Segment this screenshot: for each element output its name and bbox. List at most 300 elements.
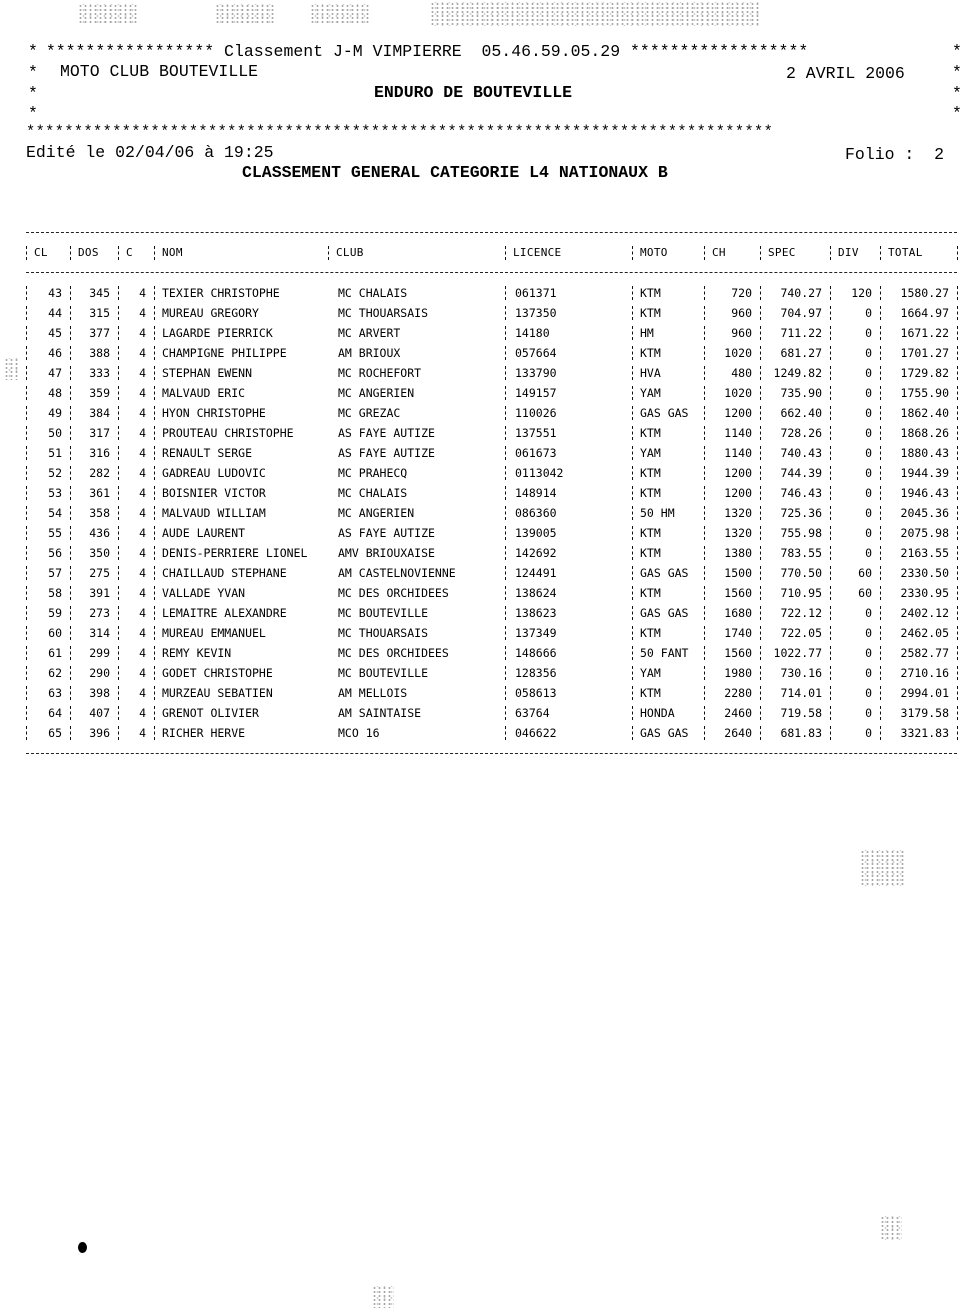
column-separator: [505, 466, 506, 480]
cell-ch: 1200: [724, 486, 752, 500]
border-star-right: *: [952, 84, 962, 103]
column-separator: [632, 506, 633, 520]
column-separator: [880, 246, 881, 260]
cell-cl: 65: [48, 726, 62, 740]
column-separator: [505, 306, 506, 320]
cell-dos: 315: [89, 306, 110, 320]
column-separator: [154, 686, 155, 700]
event-date: 2 AVRIL 2006: [786, 64, 905, 83]
cell-dos: 388: [89, 346, 110, 360]
column-header-dos: DOS: [78, 246, 99, 259]
cell-total: 2045.36: [900, 506, 949, 520]
column-separator: [632, 486, 633, 500]
column-separator: [505, 526, 506, 540]
column-separator: [154, 306, 155, 320]
column-separator: [760, 246, 761, 260]
cell-club: MC GREZAC: [338, 406, 401, 420]
cell-ch: 1140: [724, 446, 752, 460]
column-separator: [957, 386, 958, 400]
cell-club: AM SAINTAISE: [338, 706, 422, 720]
column-separator: [505, 706, 506, 720]
column-separator: [26, 246, 27, 260]
scan-noise: [215, 4, 275, 24]
column-separator: [154, 446, 155, 460]
cell-ch: 1020: [724, 346, 752, 360]
cell-cl: 46: [48, 346, 62, 360]
cell-spec: 740.27: [780, 286, 822, 300]
column-separator: [632, 586, 633, 600]
border-star-right: *: [952, 63, 962, 82]
cell-div: 0: [865, 306, 872, 320]
cell-moto: GAS GAS: [640, 406, 689, 420]
table-row: [26, 403, 957, 423]
cell-dos: 384: [89, 406, 110, 420]
ink-blot: [78, 1242, 87, 1253]
column-separator: [957, 466, 958, 480]
cell-nom: MUREAU GREGORY: [162, 306, 259, 320]
cell-moto: HM: [640, 326, 654, 340]
column-separator: [154, 546, 155, 560]
cell-club: MC DES ORCHIDEES: [338, 646, 449, 660]
column-separator: [505, 686, 506, 700]
column-separator: [505, 666, 506, 680]
table-header-row: [26, 243, 957, 263]
cell-spec: 730.16: [780, 666, 822, 680]
cell-club: AS FAYE AUTIZE: [338, 446, 435, 460]
cell-ch: 960: [731, 326, 752, 340]
cell-nom: MURZEAU SEBATIEN: [162, 686, 273, 700]
border-star-left: *: [28, 84, 38, 103]
cell-nom: VALLADE YVAN: [162, 586, 246, 600]
cell-cl: 48: [48, 386, 62, 400]
column-separator: [505, 606, 506, 620]
column-separator: [632, 446, 633, 460]
cell-moto: HVA: [640, 366, 661, 380]
cell-nom: RICHER HERVE: [162, 726, 246, 740]
cell-moto: KTM: [640, 686, 661, 700]
cell-ch: 1980: [724, 666, 752, 680]
column-separator: [505, 546, 506, 560]
cell-div: 0: [865, 406, 872, 420]
cell-c: 4: [139, 326, 146, 340]
column-separator: [505, 366, 506, 380]
column-separator: [505, 286, 506, 300]
column-separator: [957, 666, 958, 680]
cell-licence: 061371: [515, 286, 557, 300]
column-separator: [957, 246, 958, 260]
cell-div: 0: [865, 466, 872, 480]
cell-spec: 704.97: [780, 306, 822, 320]
cell-total: 1664.97: [900, 306, 949, 320]
column-separator: [632, 406, 633, 420]
cell-total: 1671.22: [900, 326, 949, 340]
column-separator: [154, 566, 155, 580]
column-separator: [505, 446, 506, 460]
cell-dos: 316: [89, 446, 110, 460]
table-row: [26, 463, 957, 483]
cell-licence: 137349: [515, 626, 557, 640]
cell-spec: 719.58: [780, 706, 822, 720]
cell-licence: 061673: [515, 446, 557, 460]
cell-total: 2163.55: [900, 546, 949, 560]
cell-div: 0: [865, 726, 872, 740]
cell-spec: 728.26: [780, 426, 822, 440]
cell-club: AM BRIOUX: [338, 346, 401, 360]
cell-dos: 273: [89, 606, 110, 620]
cell-cl: 49: [48, 406, 62, 420]
cell-dos: 361: [89, 486, 110, 500]
column-separator: [632, 366, 633, 380]
column-separator: [505, 626, 506, 640]
column-separator: [632, 326, 633, 340]
column-separator: [154, 606, 155, 620]
column-separator: [632, 706, 633, 720]
column-separator: [154, 386, 155, 400]
column-separator: [328, 246, 329, 260]
border-star-right: *: [952, 42, 962, 61]
column-header-nom: NOM: [162, 246, 183, 259]
cell-spec: 722.05: [780, 626, 822, 640]
cell-moto: HONDA: [640, 706, 675, 720]
table-row: [26, 503, 957, 523]
cell-dos: 398: [89, 686, 110, 700]
cell-cl: 51: [48, 446, 62, 460]
cell-club: AMV BRIOUXAISE: [338, 546, 435, 560]
cell-ch: 960: [731, 306, 752, 320]
cell-moto: GAS GAS: [640, 726, 689, 740]
column-separator: [957, 706, 958, 720]
cell-cl: 64: [48, 706, 62, 720]
column-header-div: DIV: [838, 246, 859, 259]
cell-club: MC ARVERT: [338, 326, 401, 340]
cell-c: 4: [139, 446, 146, 460]
cell-ch: 720: [731, 286, 752, 300]
cell-cl: 47: [48, 366, 62, 380]
column-separator: [154, 246, 155, 260]
cell-moto: GAS GAS: [640, 566, 689, 580]
cell-licence: 057664: [515, 346, 557, 360]
cell-total: 2462.05: [900, 626, 949, 640]
cell-c: 4: [139, 406, 146, 420]
star-rule: ******************************************************************************: [26, 123, 774, 141]
cell-c: 4: [139, 466, 146, 480]
column-header-moto: MOTO: [640, 246, 668, 259]
cell-dos: 314: [89, 626, 110, 640]
cell-cl: 45: [48, 326, 62, 340]
column-separator: [154, 466, 155, 480]
column-separator: [632, 686, 633, 700]
column-separator: [957, 726, 958, 740]
cell-cl: 50: [48, 426, 62, 440]
cell-c: 4: [139, 666, 146, 680]
column-separator: [154, 726, 155, 740]
cell-cl: 61: [48, 646, 62, 660]
column-separator: [154, 586, 155, 600]
column-separator: [632, 386, 633, 400]
scan-noise: [372, 1286, 394, 1308]
cell-moto: KTM: [640, 626, 661, 640]
cell-ch: 1020: [724, 386, 752, 400]
cell-club: MC CHALAIS: [338, 286, 408, 300]
cell-div: 0: [865, 446, 872, 460]
cell-nom: LEMAITRE ALEXANDRE: [162, 606, 287, 620]
cell-dos: 436: [89, 526, 110, 540]
cell-c: 4: [139, 486, 146, 500]
column-header-licence: LICENCE: [513, 246, 562, 259]
table-row: [26, 703, 957, 723]
scan-noise: [880, 1216, 902, 1240]
cell-moto: KTM: [640, 546, 661, 560]
cell-spec: 662.40: [780, 406, 822, 420]
cell-c: 4: [139, 586, 146, 600]
cell-ch: 480: [731, 366, 752, 380]
column-separator: [154, 486, 155, 500]
cell-c: 4: [139, 426, 146, 440]
cell-spec: 725.36: [780, 506, 822, 520]
cell-total: 2994.01: [900, 686, 949, 700]
cell-nom: CHAILLAUD STEPHANE: [162, 566, 287, 580]
table-row: [26, 483, 957, 503]
cell-cl: 57: [48, 566, 62, 580]
cell-licence: 142692: [515, 546, 557, 560]
cell-club: AM CASTELNOVIENNE: [338, 566, 456, 580]
cell-spec: 770.50: [780, 566, 822, 580]
cell-dos: 290: [89, 666, 110, 680]
column-separator: [118, 246, 119, 260]
column-separator: [957, 606, 958, 620]
column-separator: [632, 666, 633, 680]
cell-div: 0: [865, 686, 872, 700]
column-separator: [505, 346, 506, 360]
cell-total: 2402.12: [900, 606, 949, 620]
cell-spec: 722.12: [780, 606, 822, 620]
cell-nom: MALVAUD ERIC: [162, 386, 246, 400]
cell-cl: 58: [48, 586, 62, 600]
table-row: [26, 283, 957, 303]
column-separator: [957, 626, 958, 640]
table-row: [26, 323, 957, 343]
cell-div: 0: [865, 426, 872, 440]
column-separator: [154, 706, 155, 720]
cell-nom: REMY KEVIN: [162, 646, 232, 660]
column-header-c: C: [126, 246, 133, 259]
cell-moto: KTM: [640, 306, 661, 320]
border-star-left: *: [28, 42, 38, 61]
cell-nom: TEXIER CHRISTOPHE: [162, 286, 280, 300]
cell-licence: 138623: [515, 606, 557, 620]
column-separator: [957, 506, 958, 520]
cell-div: 0: [865, 506, 872, 520]
column-separator: [957, 586, 958, 600]
column-separator: [505, 726, 506, 740]
column-separator: [505, 586, 506, 600]
table-row: [26, 443, 957, 463]
cell-licence: 046622: [515, 726, 557, 740]
cell-total: 2330.50: [900, 566, 949, 580]
cell-licence: 148914: [515, 486, 557, 500]
cell-moto: KTM: [640, 466, 661, 480]
cell-total: 1862.40: [900, 406, 949, 420]
column-separator: [632, 346, 633, 360]
cell-club: MC BOUTEVILLE: [338, 666, 429, 680]
column-separator: [154, 366, 155, 380]
table-row: [26, 383, 957, 403]
event-title: ENDURO DE BOUTEVILLE: [374, 83, 573, 102]
table-row: [26, 583, 957, 603]
cell-licence: 137551: [515, 426, 557, 440]
banner-stars-left: *****************: [45, 42, 215, 61]
cell-club: MC ANGERIEN: [338, 506, 415, 520]
cell-licence: 14180: [515, 326, 550, 340]
cell-dos: 358: [89, 506, 110, 520]
cell-club: MC ROCHEFORT: [338, 366, 422, 380]
cell-licence: 148666: [515, 646, 557, 660]
cell-spec: 783.55: [780, 546, 822, 560]
column-separator: [154, 626, 155, 640]
column-separator: [957, 346, 958, 360]
table-row: [26, 343, 957, 363]
cell-c: 4: [139, 386, 146, 400]
cell-dos: 407: [89, 706, 110, 720]
column-separator: [632, 286, 633, 300]
cell-spec: 711.22: [780, 326, 822, 340]
cell-spec: 1022.77: [773, 646, 822, 660]
cell-club: MC THOUARSAIS: [338, 306, 429, 320]
cell-nom: GODET CHRISTOPHE: [162, 666, 273, 680]
cell-nom: CHAMPIGNE PHILIPPE: [162, 346, 287, 360]
cell-c: 4: [139, 366, 146, 380]
table-row: [26, 643, 957, 663]
table-row: [26, 723, 957, 743]
column-separator: [632, 726, 633, 740]
column-separator: [957, 366, 958, 380]
column-separator: [154, 506, 155, 520]
cell-ch: 1200: [724, 406, 752, 420]
table-row: [26, 663, 957, 683]
cell-cl: 59: [48, 606, 62, 620]
banner-line: [26, 22, 808, 62]
cell-dos: 333: [89, 366, 110, 380]
cell-div: 0: [865, 646, 872, 660]
column-separator: [957, 646, 958, 660]
cell-spec: 744.39: [780, 466, 822, 480]
column-separator: [154, 426, 155, 440]
cell-nom: HYON CHRISTOPHE: [162, 406, 266, 420]
column-separator: [957, 426, 958, 440]
column-separator: [505, 506, 506, 520]
column-separator: [957, 286, 958, 300]
cell-total: 3179.58: [900, 706, 949, 720]
column-separator: [957, 686, 958, 700]
cell-nom: GADREAU LUDOVIC: [162, 466, 266, 480]
cell-c: 4: [139, 346, 146, 360]
cell-ch: 2640: [724, 726, 752, 740]
cell-div: 0: [865, 706, 872, 720]
cell-c: 4: [139, 646, 146, 660]
cell-cl: 55: [48, 526, 62, 540]
cell-club: MCO 16: [338, 726, 380, 740]
scan-noise: [78, 4, 138, 24]
cell-club: MC DES ORCHIDEES: [338, 586, 449, 600]
club-name: MOTO CLUB BOUTEVILLE: [60, 62, 259, 81]
cell-cl: 60: [48, 626, 62, 640]
cell-licence: 63764: [515, 706, 550, 720]
cell-total: 1580.27: [900, 286, 949, 300]
cell-ch: 1560: [724, 586, 752, 600]
cell-nom: MALVAUD WILLIAM: [162, 506, 266, 520]
cell-c: 4: [139, 526, 146, 540]
cell-c: 4: [139, 726, 146, 740]
column-separator: [154, 526, 155, 540]
column-header-ch: CH: [712, 246, 726, 259]
cell-dos: 359: [89, 386, 110, 400]
column-separator: [704, 246, 705, 260]
cell-ch: 1500: [724, 566, 752, 580]
cell-c: 4: [139, 306, 146, 320]
cell-ch: 1140: [724, 426, 752, 440]
cell-ch: 2460: [724, 706, 752, 720]
cell-moto: GAS GAS: [640, 606, 689, 620]
cell-licence: 137350: [515, 306, 557, 320]
cell-dos: 317: [89, 426, 110, 440]
column-separator: [154, 326, 155, 340]
cell-div: 0: [865, 606, 872, 620]
cell-moto: 50 FANT: [640, 646, 689, 660]
table-top-rule: [26, 232, 957, 233]
table-row: [26, 303, 957, 323]
cell-club: AS FAYE AUTIZE: [338, 526, 435, 540]
cell-moto: KTM: [640, 286, 661, 300]
cell-club: MC BOUTEVILLE: [338, 606, 429, 620]
cell-total: 3321.83: [900, 726, 949, 740]
cell-total: 2582.77: [900, 646, 949, 660]
cell-div: 0: [865, 326, 872, 340]
cell-div: 0: [865, 626, 872, 640]
column-separator: [505, 426, 506, 440]
column-header-club: CLUB: [336, 246, 364, 259]
table-row: [26, 523, 957, 543]
table-row: [26, 363, 957, 383]
cell-ch: 1560: [724, 646, 752, 660]
cell-cl: 56: [48, 546, 62, 560]
cell-cl: 54: [48, 506, 62, 520]
column-separator: [632, 606, 633, 620]
column-separator: [154, 646, 155, 660]
column-header-spec: SPEC: [768, 246, 796, 259]
cell-spec: 1249.82: [773, 366, 822, 380]
column-separator: [632, 626, 633, 640]
column-separator: [957, 566, 958, 580]
cell-cl: 44: [48, 306, 62, 320]
cell-total: 1755.90: [900, 386, 949, 400]
cell-div: 0: [865, 486, 872, 500]
cell-spec: 714.01: [780, 686, 822, 700]
banner-stars-right: ******************: [630, 42, 809, 61]
cell-c: 4: [139, 286, 146, 300]
cell-div: 120: [851, 286, 872, 300]
column-separator: [957, 546, 958, 560]
column-separator: [632, 566, 633, 580]
column-header-cl: CL: [34, 246, 48, 259]
cell-div: 0: [865, 366, 872, 380]
scan-noise: [4, 358, 18, 380]
cell-moto: KTM: [640, 486, 661, 500]
column-separator: [632, 306, 633, 320]
cell-c: 4: [139, 706, 146, 720]
cell-div: 60: [858, 566, 872, 580]
cell-spec: 740.43: [780, 446, 822, 460]
cell-total: 2075.98: [900, 526, 949, 540]
